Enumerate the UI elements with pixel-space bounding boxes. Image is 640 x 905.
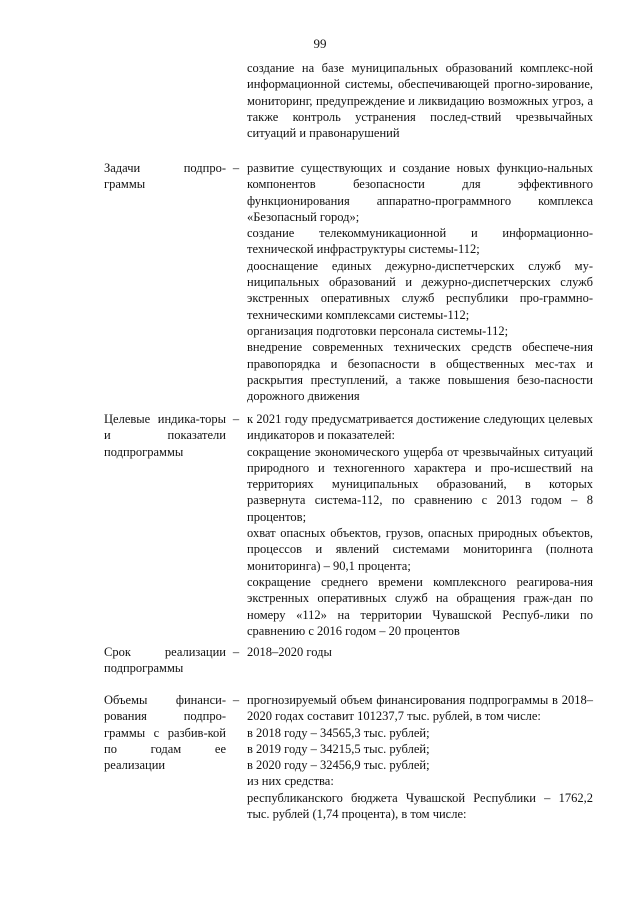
list-item: к 2021 году предусматривается достижение следующих целевых индикаторов и показателей: (247, 412, 593, 443)
list-item: дооснащение единых дежурно-диспетчерских служб му-ниципальных образований и дежурно-диспетчерских служб экстренных оперативных служб республики про-граммно-техническими комплексами системы-112; (247, 258, 593, 322)
list-item: республиканского бюджета Чувашской Республики – 1762,2 тыс. рублей (1,74 процента), в том числе: (247, 790, 593, 822)
page-number: 99 (313, 36, 327, 51)
list-item: из них средства: (247, 774, 334, 789)
intro-paragraph: создание на базе муниципальных образований комплекс-ной информационной системы, обеспечивающей прогно-зирование, мониторинг, предупреждение и ликвидацию возможных угроз, а также контроль устранения послед-ствий чрезвычайных ситуаций и правонарушений (247, 61, 593, 141)
list-item: внедрение современных технических средств обеспече-ния правопорядка и безопасности в общественных мес-тах и раскрытия преступлений, а также повышения безо-пасности дорожного движения (247, 340, 593, 404)
section-dash: – (232, 645, 240, 659)
section-label-text: Задачи подпро-граммы (104, 161, 226, 192)
section-content (247, 160, 593, 404)
list-item: прогнозируемый объем финансирования подпрограммы в 2018–2020 годах составит 101237,7 тыс. рублей, в том числе: (247, 693, 593, 724)
section-label (104, 160, 226, 193)
list-item: развитие существующих и создание новых функцио-нальных компонентов безопасности для эффективного функционирования аппаратно-программного комплекса «Безопасный город»; (247, 161, 593, 224)
section-dash: – (232, 693, 240, 707)
section-label (104, 411, 226, 460)
section-label (104, 692, 226, 773)
list-item: сокращение среднего времени комплексного реагирова-ния экстренных оперативных служб на обращения граж-дан по номеру «112» на территории Чувашской Респуб-лики по сравнению с 2016 годом – 20 процентов (247, 574, 593, 638)
section-content (247, 644, 593, 660)
section-label-text: Объемы финанси-рования подпро-граммы с разбив-кой по годам ее реализации (104, 693, 226, 773)
list-item: сокращение экономического ущерба от чрезвычайных ситуаций природного и техногенного характера и про-исшествий на территориях муниципальных образований, в которых развернута система-112, по сравнению с 2013 годом – 8 процентов; (247, 444, 593, 524)
list-item: охват опасных объектов, грузов, опасных природных объектов, процессов и явлений системами мониторинга (полнота мониторинга) – 90,1 процента; (247, 526, 593, 573)
list-item: в 2018 году – 34565,3 тыс. рублей; (247, 725, 430, 740)
list-item: организация подготовки персонала системы-112; (247, 323, 509, 338)
list-item: создание телекоммуникационной и информационно-технической инфраструктуры системы-112; (247, 226, 593, 257)
list-item: в 2019 году – 34215,5 тыс. рублей; (247, 741, 430, 756)
section-label-text: Целевые индика-торы и показатели подпрограммы (104, 412, 226, 459)
list-item: в 2020 году – 32456,9 тыс. рублей; (247, 758, 430, 773)
list-item: 2018–2020 годы (247, 645, 332, 659)
intro-text (247, 60, 593, 141)
section-content (247, 692, 593, 822)
section-dash: – (232, 412, 240, 426)
section-label (104, 644, 226, 677)
section-content (247, 411, 593, 639)
section-label-text: Срок реализации подпрограммы (104, 645, 226, 676)
section-dash: – (232, 161, 240, 175)
